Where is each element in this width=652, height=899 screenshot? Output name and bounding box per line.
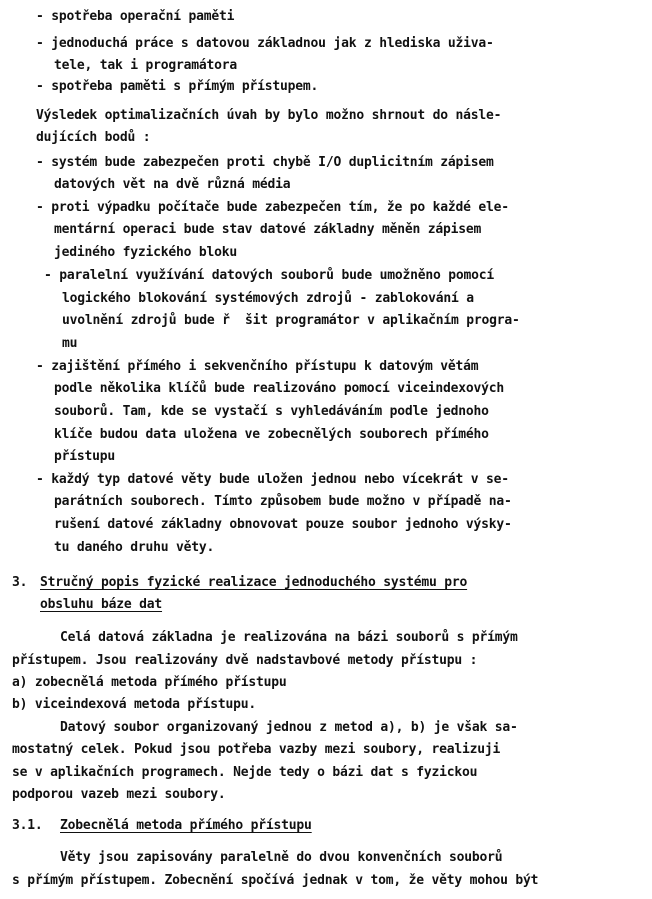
text-line: klíče budou data uložena ve zobecnělých souborech přímého bbox=[54, 427, 489, 442]
text-line: mu bbox=[62, 336, 78, 351]
subsection-number: 3.1. bbox=[12, 818, 43, 833]
text-line: mentární operaci bude stav datové základny měněn zápisem bbox=[54, 222, 482, 237]
text-line: podle několika klíčů bude realizováno pomocí viceindexových bbox=[54, 381, 504, 396]
text-line: tele, tak i programátora bbox=[54, 58, 238, 73]
text-line: rušení datové základny obnovovat pouze soubor jednoho výsky- bbox=[54, 517, 512, 532]
text-line: - spotřeba operační paměti bbox=[36, 9, 235, 24]
text-line: parátních souborech. Tímto způsobem bude možno v případě na- bbox=[54, 494, 512, 509]
text-line: s přímým přístupem. Zobecnění spočívá jednak v tom, že věty mohou být bbox=[12, 873, 539, 888]
text-line: dujících bodů : bbox=[36, 130, 151, 145]
text-line: jediného fyzického bloku bbox=[54, 245, 238, 260]
text-line: Datový soubor organizovaný jednou z metod a), b) je však sa- bbox=[60, 720, 518, 735]
subsection-heading: Zobecnělá metoda přímého přístupu bbox=[60, 818, 312, 833]
text-line: - proti výpadku počítače bude zabezpečen tím, že po každé ele- bbox=[36, 200, 509, 215]
text-line: uvolnění zdrojů bude ř šit programátor v aplikačním progra- bbox=[62, 313, 520, 328]
text-line: - paralelní využívání datových souborů bude umožněno pomocí bbox=[44, 268, 494, 283]
section-number: 3. bbox=[12, 575, 28, 590]
text-line: přístupem. Jsou realizovány dvě nadstavbové metody přístupu : bbox=[12, 653, 478, 668]
text-line: - spotřeba paměti s přímým přístupem. bbox=[36, 79, 319, 94]
text-line: mostatný celek. Pokud jsou potřeba vazby mezi soubory, realizuji bbox=[12, 742, 501, 757]
text-line: Celá datová základna je realizována na bázi souborů s přímým bbox=[60, 630, 518, 645]
text-line: - systém bude zabezpečen proti chybě I/O duplicitním zápisem bbox=[36, 155, 494, 170]
text-line: b) viceindexová metoda přístupu. bbox=[12, 697, 257, 712]
text-line: souborů. Tam, kde se vystačí s vyhledáváním podle jednoho bbox=[54, 404, 489, 419]
text-line: tu daného druhu věty. bbox=[54, 540, 215, 555]
text-line: logického blokování systémových zdrojů - zablokování a bbox=[62, 291, 474, 306]
text-line: se v aplikačních programech. Nejde tedy o bázi dat s fyzickou bbox=[12, 765, 478, 780]
text-line: - zajištění přímého i sekvenčního přístupu k datovým větám bbox=[36, 359, 479, 374]
section-heading: Stručný popis fyzické realizace jednoduchého systému pro bbox=[40, 575, 468, 590]
text-line: a) zobecnělá metoda přímého přístupu bbox=[12, 675, 287, 690]
text-line: podporou vazeb mezi soubory. bbox=[12, 787, 226, 802]
text-line: přístupu bbox=[54, 449, 116, 464]
text-line: Výsledek optimalizačních úvah by bylo možno shrnout do násle- bbox=[36, 108, 502, 123]
section-heading-cont: obsluhu báze dat bbox=[40, 597, 163, 612]
text-line: Věty jsou zapisovány paralelně do dvou konvenčních souborů bbox=[60, 850, 503, 865]
text-line: - jednoduchá práce s datovou základnou jak z hlediska uživa- bbox=[36, 36, 494, 51]
text-line: - každý typ datové věty bude uložen jednou nebo vícekrát v se- bbox=[36, 472, 509, 487]
text-line: datových vět na dvě různá média bbox=[54, 177, 291, 192]
